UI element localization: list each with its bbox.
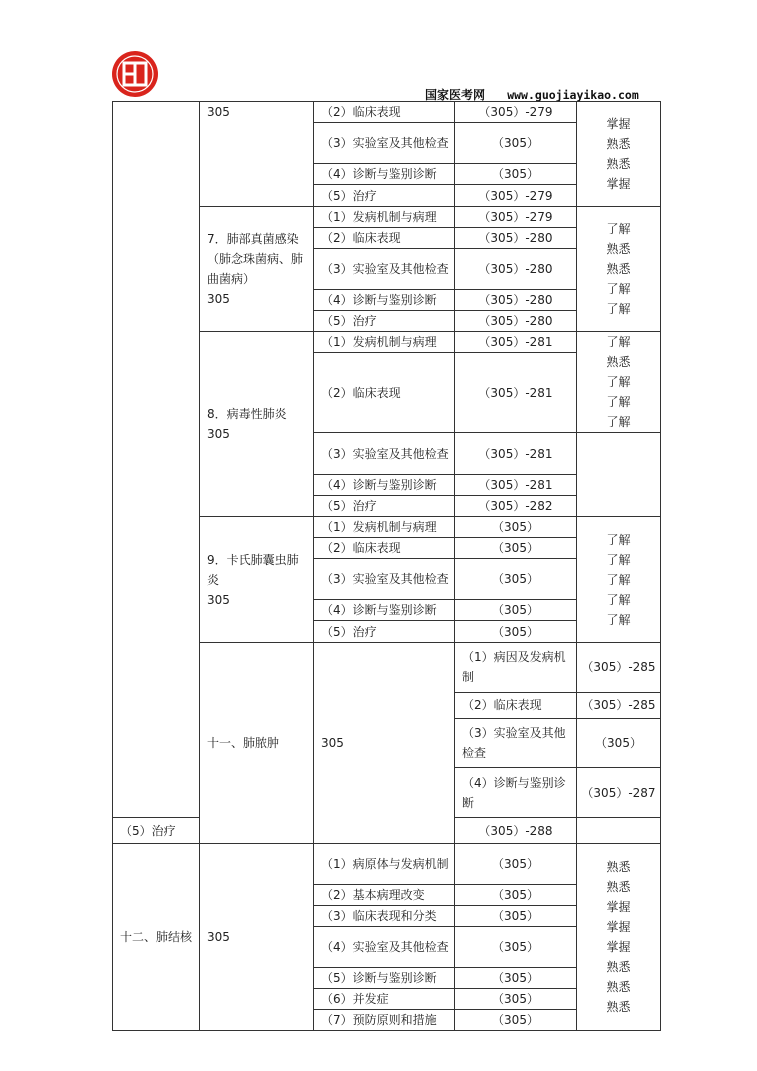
section-title-cell: 9．卡氏肺囊虫肺炎 305 <box>200 517 314 643</box>
sub-item: （5）治疗 <box>314 185 455 207</box>
sub-item: （5）治疗 <box>314 496 455 517</box>
sub-item: （3）实验室及其他检查 <box>314 249 455 290</box>
sub-item: （2）临床表现 <box>455 692 577 718</box>
topic-code: 305 <box>200 844 314 1031</box>
sub-ref: （305） <box>455 989 577 1010</box>
sub-item: （5）治疗 <box>314 311 455 332</box>
topic-title-cell: 十二、肺结核 <box>113 844 200 1031</box>
section-title-cell: 8．病毒性肺炎 305 <box>200 332 314 517</box>
sub-item: （4）诊断与鉴别诊断 <box>314 600 455 621</box>
sub-ref: （305）-281 <box>455 353 577 433</box>
sub-item: （7）预防原则和措施 <box>314 1010 455 1031</box>
sub-ref: （305） <box>455 600 577 621</box>
sub-ref: （305）-281 <box>455 332 577 353</box>
requirement-cell-empty <box>577 433 661 517</box>
sub-item: （4）诊断与鉴别诊断 <box>455 768 577 818</box>
sub-item: （3）实验室及其他检查 <box>314 123 455 164</box>
sub-ref: （305）-280 <box>455 311 577 332</box>
sub-item: （3）实验室及其他检查 <box>314 433 455 475</box>
sub-item: （2）基本病理改变 <box>314 885 455 906</box>
syllabus-table <box>112 101 661 1031</box>
sub-ref: （305） <box>455 906 577 927</box>
requirement-cell: 了解 了解 了解 了解 了解 <box>577 517 661 643</box>
sub-item: （5）治疗 <box>314 621 455 643</box>
sub-ref: （305）-280 <box>455 249 577 290</box>
sub-ref: （305）-285 <box>577 643 661 693</box>
sub-ref: （305） <box>455 844 577 885</box>
sub-ref: （305）-280 <box>455 290 577 311</box>
sub-ref: （305） <box>455 538 577 559</box>
sub-item: （4）诊断与鉴别诊断 <box>314 475 455 496</box>
sub-ref: （305）-285 <box>577 692 661 718</box>
sub-item: （2）临床表现 <box>314 228 455 249</box>
sub-item: （2）临床表现 <box>314 102 455 123</box>
sub-ref: （305）-279 <box>455 102 577 123</box>
sub-ref: （305） <box>577 718 661 768</box>
sub-ref: （305）-281 <box>455 475 577 496</box>
sub-item: （1）发病机制与病理 <box>314 332 455 353</box>
topic-code: 305 <box>314 643 455 844</box>
sub-ref: （305） <box>455 164 577 185</box>
sub-item: （4）诊断与鉴别诊断 <box>314 164 455 185</box>
sub-ref: （305） <box>455 885 577 906</box>
sub-ref: （305） <box>455 517 577 538</box>
requirement-cell: 掌握 熟悉 熟悉 掌握 <box>577 102 661 207</box>
section-title-cell: 7．肺部真菌感染（肺念珠菌病、肺曲菌病） 305 <box>200 207 314 332</box>
table-row <box>113 844 661 885</box>
topic-title-cell: 十一、肺脓肿 <box>200 643 314 844</box>
sub-item: （1）病原体与发病机制 <box>314 844 455 885</box>
sub-ref: （305） <box>455 621 577 643</box>
sub-ref: （305）-279 <box>455 207 577 228</box>
sub-item: （2）临床表现 <box>314 353 455 433</box>
sub-item: （1）发病机制与病理 <box>314 207 455 228</box>
section-code: 305 <box>200 102 314 207</box>
sub-ref: （305）-282 <box>455 496 577 517</box>
sub-ref: （305） <box>455 927 577 968</box>
site-name: 国家医考网 <box>425 88 486 102</box>
sub-item: （5）治疗 <box>113 818 200 844</box>
sub-item: （1）病因及发病机制 <box>455 643 577 693</box>
sub-item: （1）发病机制与病理 <box>314 517 455 538</box>
sub-item: （5）诊断与鉴别诊断 <box>314 968 455 989</box>
sub-ref: （305） <box>455 1010 577 1031</box>
sub-item: （3）实验室及其他检查 <box>455 718 577 768</box>
sub-item: （6）并发症 <box>314 989 455 1010</box>
site-logo <box>110 49 160 99</box>
sub-ref: （305）-280 <box>455 228 577 249</box>
requirement-cell: 熟悉 熟悉 掌握 掌握 掌握 熟悉 熟悉 熟悉 <box>577 844 661 1031</box>
sub-item: （3）临床表现和分类 <box>314 906 455 927</box>
sub-ref: （305）-279 <box>455 185 577 207</box>
requirement-cell: 了解 熟悉 了解 了解 了解 <box>577 332 661 433</box>
sub-ref: （305） <box>455 123 577 164</box>
table-row <box>113 102 661 123</box>
sub-item: （3）实验室及其他检查 <box>314 559 455 600</box>
sub-item: （4）实验室及其他检查 <box>314 927 455 968</box>
sub-ref: （305） <box>455 559 577 600</box>
requirement-cell: 了解 熟悉 熟悉 了解 了解 <box>577 207 661 332</box>
sub-ref: （305）-281 <box>455 433 577 475</box>
site-url[interactable]: www.guojiayikao.com <box>507 88 639 102</box>
sub-ref: （305）-287 <box>577 768 661 818</box>
sub-ref: （305）-288 <box>455 818 577 844</box>
sub-ref: （305） <box>455 968 577 989</box>
topic-cell-continued <box>113 102 200 818</box>
sub-item: （4）诊断与鉴别诊断 <box>314 290 455 311</box>
sub-item: （2）临床表现 <box>314 538 455 559</box>
